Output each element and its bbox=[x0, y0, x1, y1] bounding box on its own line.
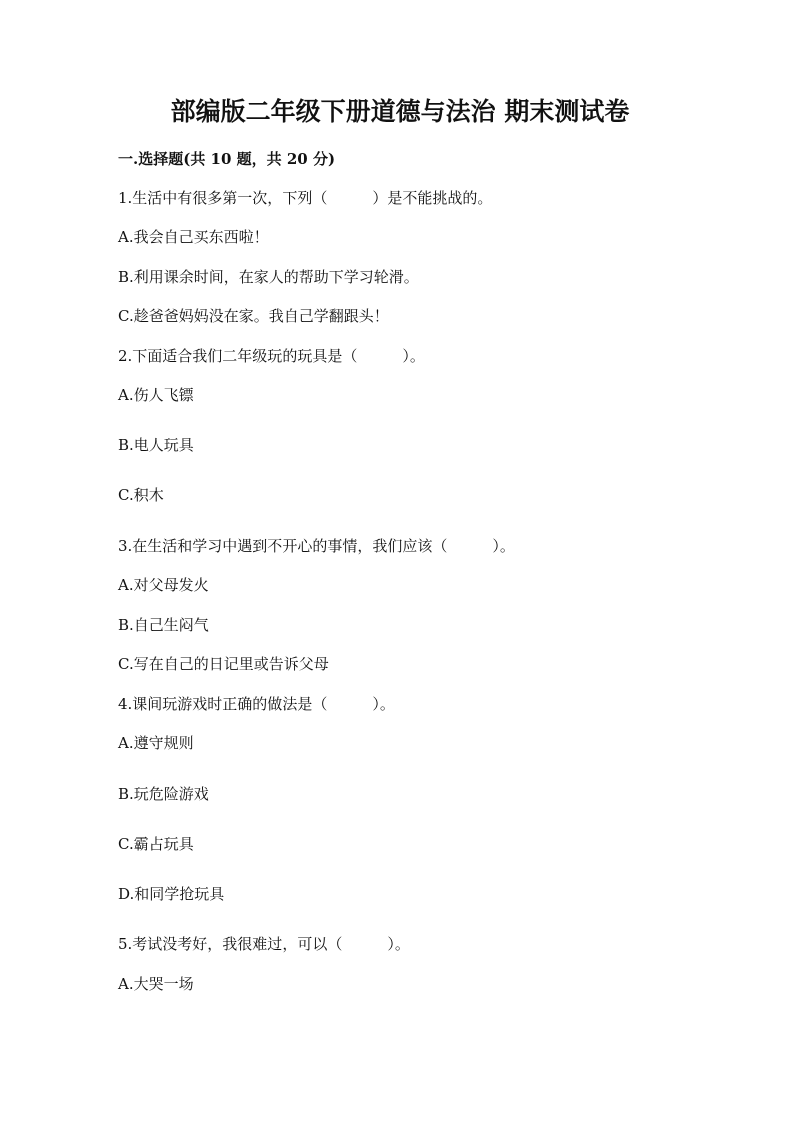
question-2-stem: 2.下面适合我们二年级玩的玩具是（ ）。 bbox=[118, 347, 425, 365]
question-2-option-a: A.伤人飞镖 bbox=[118, 386, 194, 404]
question-3-option-c: C.写在自己的日记里或告诉父母 bbox=[118, 655, 329, 673]
page-title: 部编版二年级下册道德与法治 期末测试卷 bbox=[170, 97, 630, 126]
question-4-stem: 4.课间玩游戏时正确的做法是（ ）。 bbox=[118, 695, 395, 713]
question-3-option-a: A.对父母发火 bbox=[118, 576, 209, 594]
question-2-option-b: B.电人玩具 bbox=[118, 436, 194, 454]
question-1-option-b: B.利用课余时间，在家人的帮助下学习轮滑。 bbox=[118, 268, 419, 286]
question-3-option-b: B.自己生闷气 bbox=[118, 616, 209, 634]
question-5-option-a: A.大哭一场 bbox=[118, 975, 194, 993]
question-4-option-d: D.和同学抢玩具 bbox=[118, 885, 225, 903]
question-4-option-a: A.遵守规则 bbox=[118, 734, 194, 752]
question-1-option-a: A.我会自己买东西啦！ bbox=[118, 228, 269, 246]
question-4-option-b: B.玩危险游戏 bbox=[118, 785, 209, 803]
question-1-option-c: C.趁爸爸妈妈没在家。我自己学翻跟头！ bbox=[118, 307, 389, 325]
question-3-stem: 3.在生活和学习中遇到不开心的事情，我们应该（ ）。 bbox=[118, 537, 515, 555]
question-2-option-c: C.积木 bbox=[118, 486, 164, 504]
question-1-stem: 1.生活中有很多第一次，下列（ ）是不能挑战的。 bbox=[118, 189, 493, 207]
section-heading: 一.选择题(共 10 题，共 20 分) bbox=[118, 150, 336, 168]
question-5-stem: 5.考试没考好，我很难过，可以（ ）。 bbox=[118, 935, 410, 953]
question-4-option-c: C.霸占玩具 bbox=[118, 835, 194, 853]
